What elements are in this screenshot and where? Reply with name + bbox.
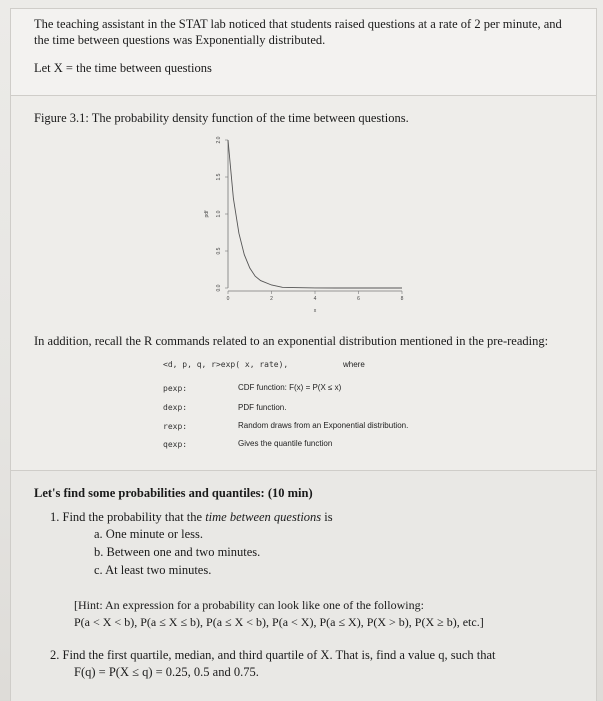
x-tick-label: 0 [226,296,230,302]
question-1c: c. At least two minutes. [94,563,212,577]
question-1b: b. Between one and two minutes. [94,545,261,559]
intro-paragraph: The teaching assistant in the STAT lab noticed that students raised questions at a rate of 2 per minute, and the time between questions was Exponentially distributed. [34,17,562,47]
question-2-line-2: F(q) = P(X ≤ q) = 0.25, 0.5 and 0.75. [74,665,259,679]
x-axis-title: x [313,308,317,314]
r-cmd-qexp: qexp: [163,440,188,449]
r-desc-rexp: Random draws from an Exponential distribution. [238,421,409,430]
y-tick-label: 1.5 [216,173,222,181]
question-1 [50,509,333,525]
x-tick-label: 6 [357,296,360,302]
question-1-start: 1. Find the probability that the [50,510,206,524]
x-tick-label: 8 [400,296,404,302]
r-desc-pexp: CDF function: F(x) = P(X ≤ x) [238,383,342,392]
y-tick-label: 0.0 [216,284,222,292]
r-desc-qexp: Gives the quantile function [238,439,333,448]
r-cmd-pexp: pexp: [163,384,188,393]
figure-caption: Figure 3.1: The probability density function of the time between questions. [34,111,409,125]
r-cmd-dexp: dexp: [163,403,188,412]
question-2-line-1: 2. Find the first quartile, median, and third quartile of X. That is, find a value q, such that [50,648,496,662]
x-tick-label: 2 [270,296,273,302]
let-x-definition: Let X = the time between questions [34,61,212,75]
hint-line-1: [Hint: An expression for a probability can look like one of the following: [74,598,424,612]
hint-line-2: P(a < X < b), P(a ≤ X ≤ b), P(a ≤ X < b), P(a < X), P(a ≤ X), P(X > b), P(X ≥ b), etc.] [74,615,484,629]
y-tick-label: 0.5 [216,247,222,255]
where-label: where [343,360,365,369]
r-commands-intro: In addition, recall the R commands related to an exponential distribution mentioned in the pre-reading: [34,334,549,348]
question-1-emphasis: time between questions [205,510,322,524]
y-tick-label: 2.0 [216,136,222,144]
exercise-heading: Let's find some probabilities and quantiles: (10 min) [34,486,313,500]
question-1a: a. One minute or less. [94,527,204,541]
r-cmd-rexp: rexp: [163,422,188,431]
x-tick-label: 4 [313,296,317,302]
y-axis-title: pdf [204,210,210,218]
question-1-end: is [321,510,333,524]
r-signature: <d, p, q, r>exp( x, rate), [163,360,289,369]
y-tick-label: 1.0 [216,210,222,218]
pdf-curve-line [228,140,402,288]
r-desc-dexp: PDF function. [238,403,287,412]
